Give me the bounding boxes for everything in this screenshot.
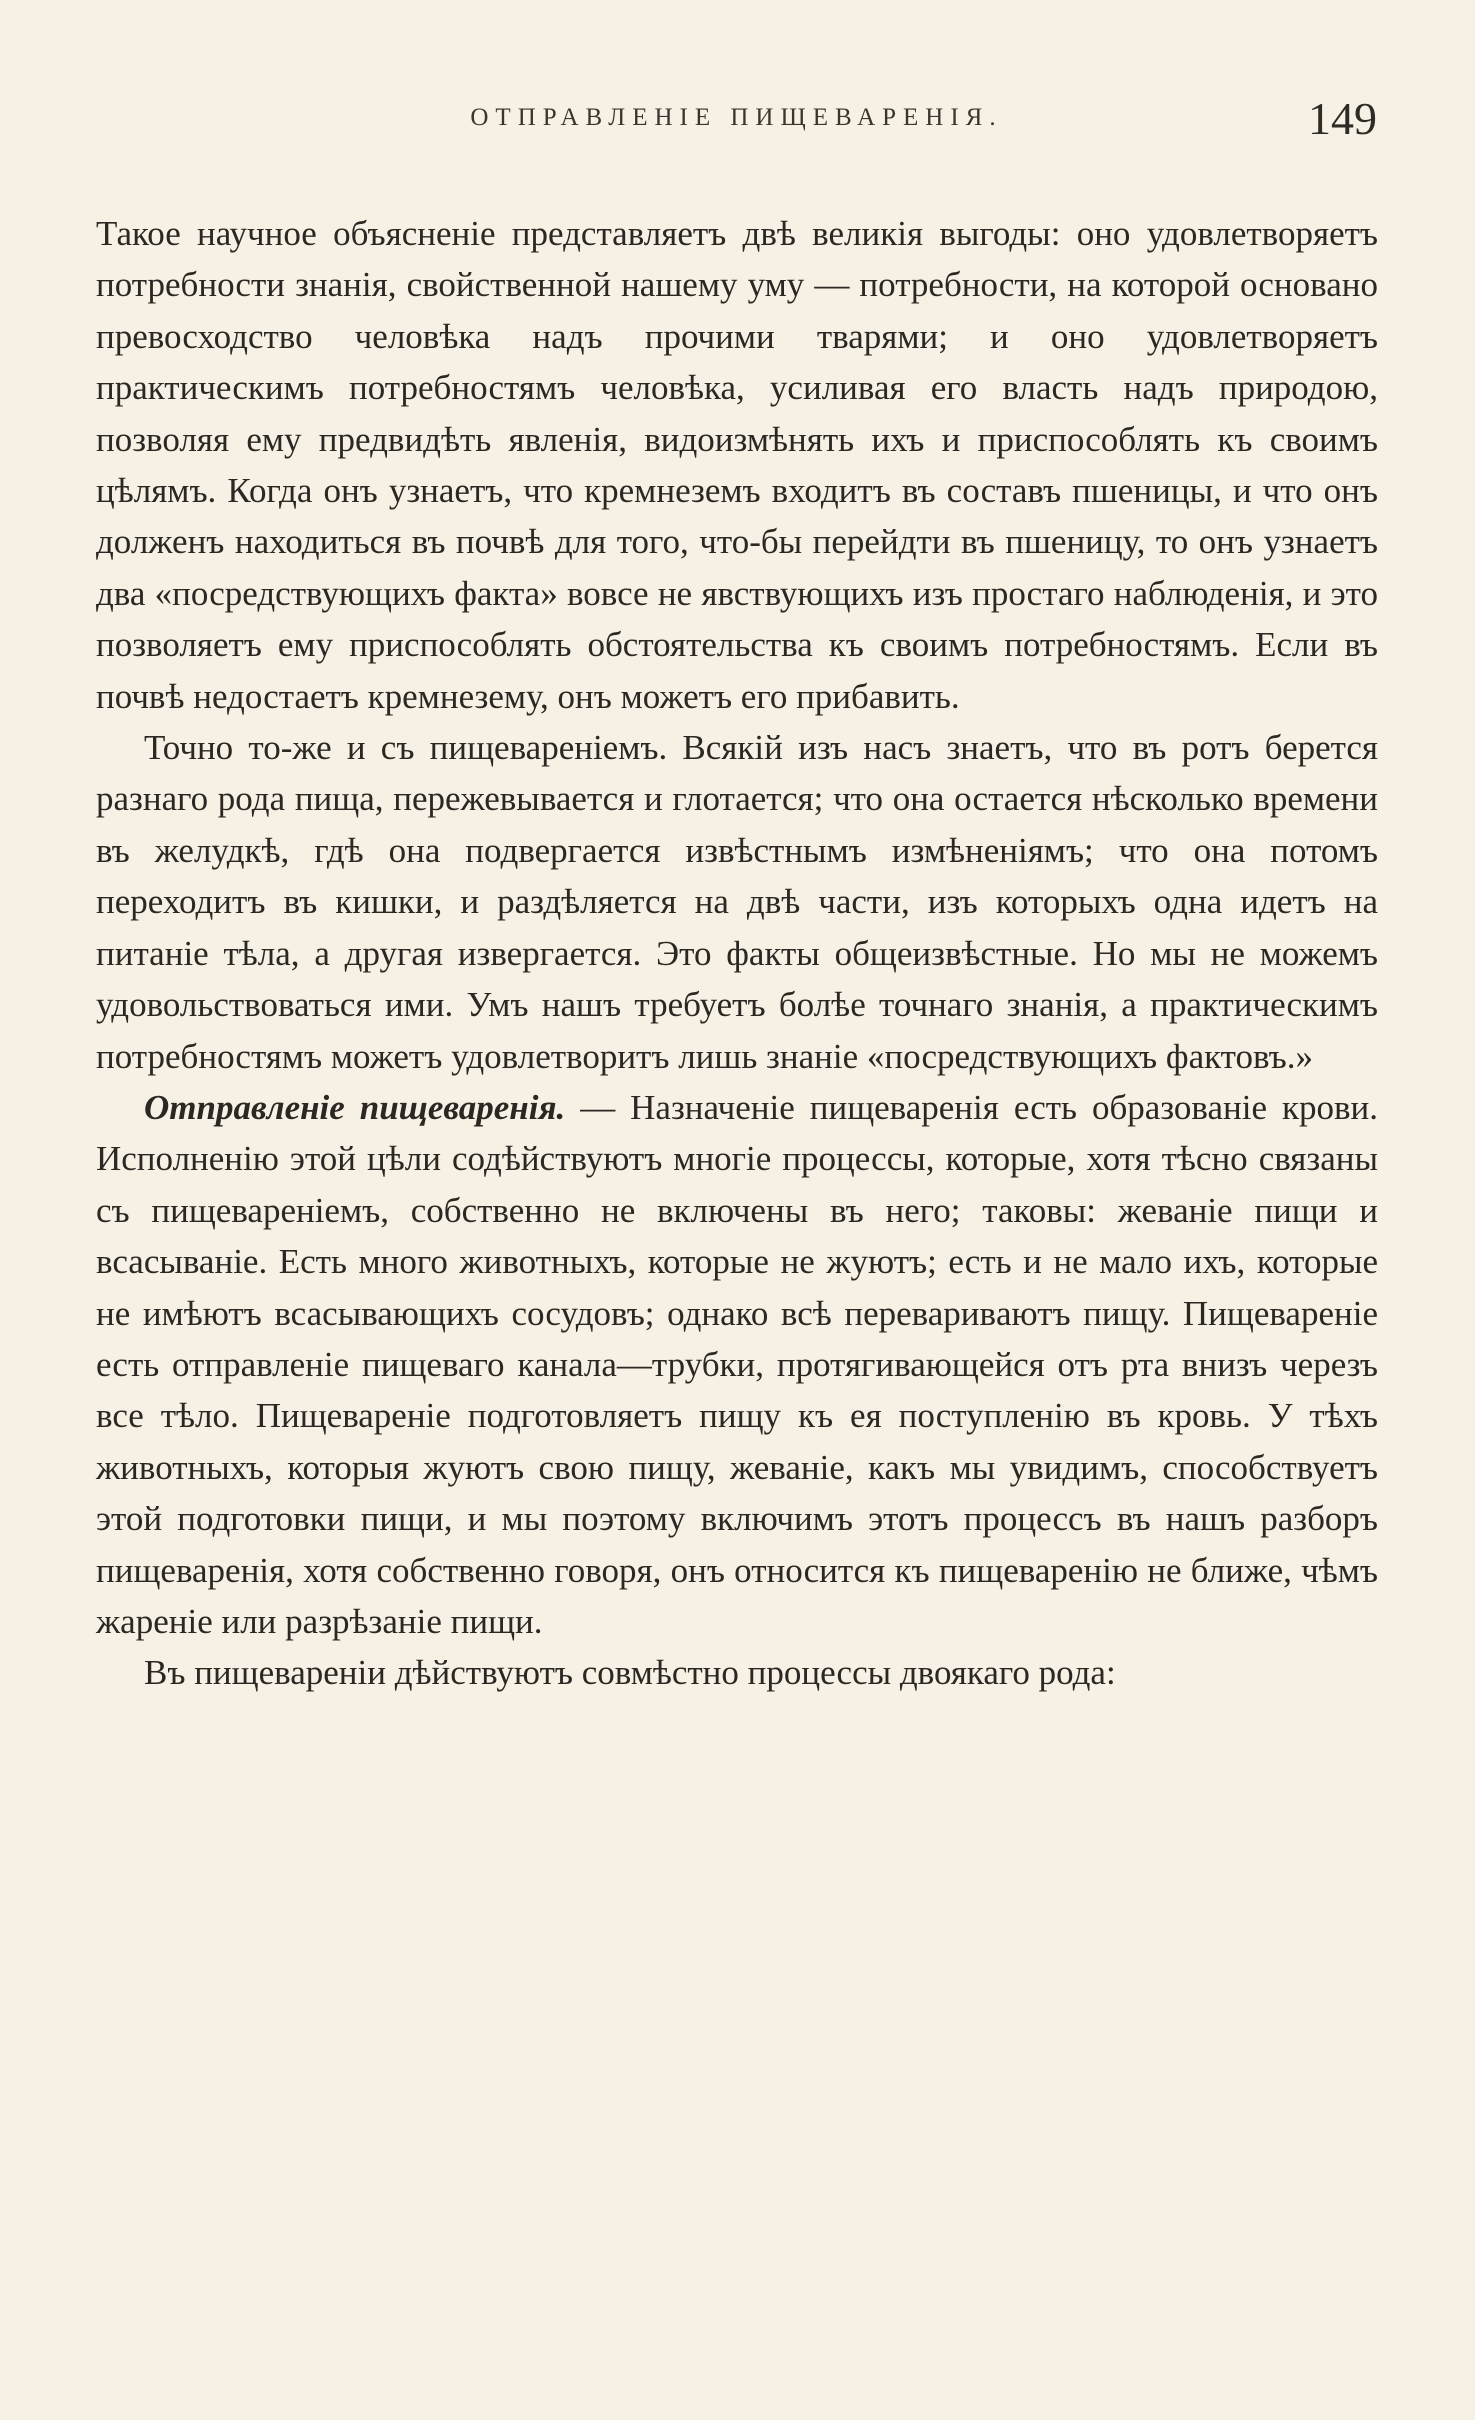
- paragraph: Такое научное объясненіе представляетъ двѣ великія выгоды: оно удовлетворяетъ потребности знанія, свойственной нашему уму — потребности, на которой основано превосходство человѣка надъ прочими тварями; и оно удовлетворяетъ практическимъ потребностямъ человѣка, усиливая его власть надъ природою, позволяя ему предвидѣть явленія, видоизмѣнять ихъ и приспособлять къ своимъ цѣлямъ. Когда онъ узнаетъ, что кремнеземъ входитъ въ составъ пшеницы, и что онъ долженъ находиться въ почвѣ для того, что-бы перейдти въ пшеницу, то онъ узнаетъ два «посредствующихъ факта» вовсе не явствующихъ изъ простаго наблюденія, и это позволяетъ ему приспособлять обстоятельства къ своимъ потребностямъ. Если въ почвѣ недостаетъ кремнезему, онъ можетъ его прибавить.: [96, 214, 1378, 716]
- page-header: [96, 92, 1377, 152]
- paragraph: Въ пищевареніи дѣйствуютъ совмѣстно процессы двоякаго рода:: [144, 1653, 1116, 1693]
- body-text: [96, 208, 1378, 1699]
- paragraph-text: — Назначеніе пищеваренія есть образованіе крови. Исполненію этой цѣли содѣйствуютъ многіе процессы, которые, хотя тѣсно связаны съ пищевареніемъ, собственно не включены въ него; таковы: жеваніе пищи и всасываніе. Есть много животныхъ, которые не жуютъ; есть и не мало ихъ, которые не имѣютъ всасывающихъ сосудовъ; однако всѣ переваривaютъ пищу. Пищевареніе есть отправленіе пищеваго канала—трубки, протягивающейся отъ рта внизъ черезъ все тѣло. Пищевареніе подготовляетъ пищу къ ея поступленію въ кровь. У тѣхъ животныхъ, которыя жуютъ свою пищу, жеваніе, какъ мы увидимъ, способствуетъ этой подготовки пищи, и мы поэтому включимъ этотъ процессъ въ нашъ разборъ пищеваренія, хотя собственно говоря, онъ относится къ пищеваренію не ближе, чѣмъ жареніе или разрѣзаніе пищи.: [96, 1087, 1378, 1641]
- section-heading: Отправленіе пищеваренія.: [144, 1087, 566, 1127]
- paragraph: [96, 1082, 1378, 1647]
- running-title: ОТПРАВЛЕНІЕ ПИЩЕВАРЕНІЯ.: [470, 104, 1003, 131]
- paragraph: Точно то-же и съ пищевареніемъ. Всякій изъ насъ знаетъ, что въ ротъ берется разнаго рода пища, пережевывается и глотается; что она остается нѣсколько времени въ желудкѣ, гдѣ она подвергается извѣстнымъ измѣненіямъ; что она потомъ переходитъ въ кишки, и раздѣляется на двѣ части, изъ которыхъ одна идетъ на питаніе тѣла, а другая извергается. Это факты общеизвѣстные. Но мы не можемъ удовольствоваться ими. Умъ нашъ требуетъ болѣе точнаго знанія, а практическимъ потребностямъ можетъ удовлетворитъ лишь знаніе «посредствующихъ фактовъ.»: [96, 728, 1378, 1076]
- page-number: 149: [1308, 93, 1377, 144]
